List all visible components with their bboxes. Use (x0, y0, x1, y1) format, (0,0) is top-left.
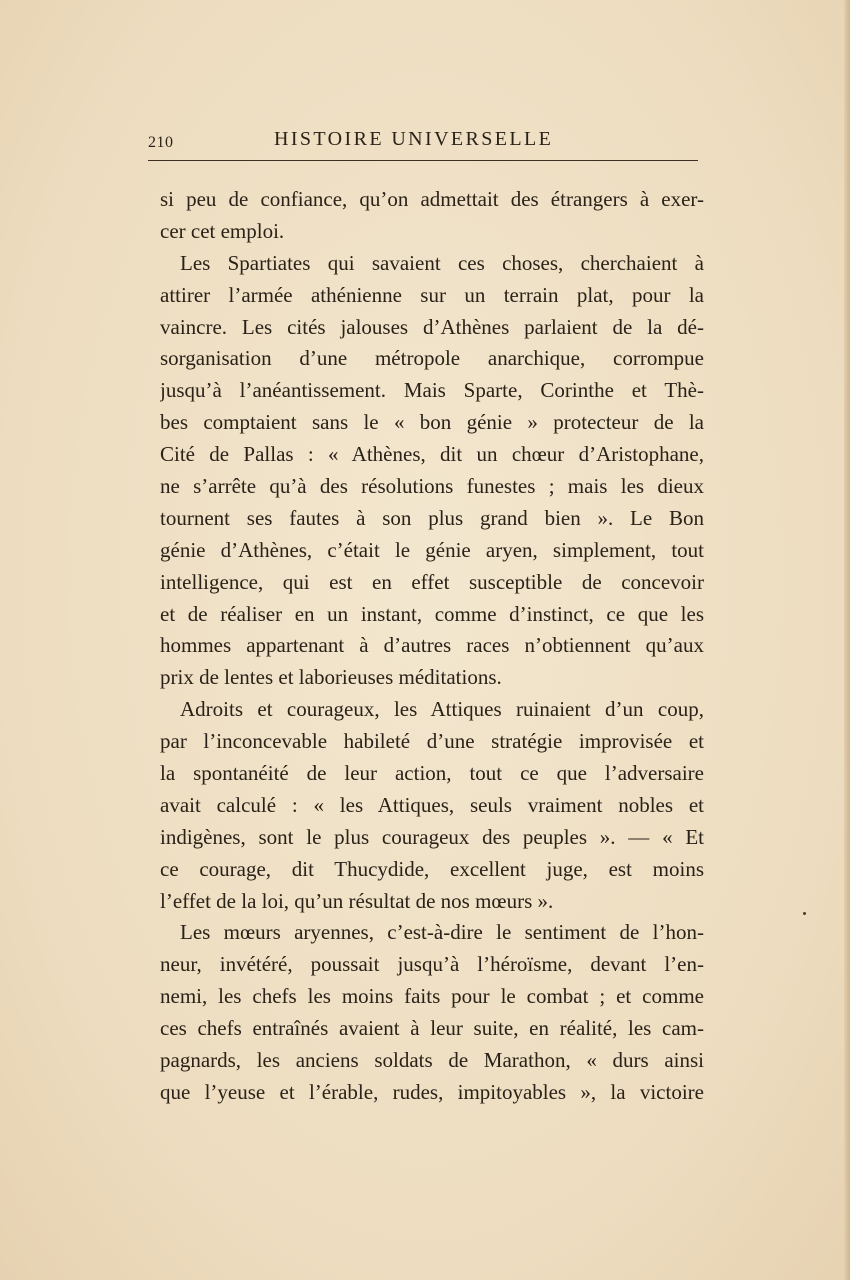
text-line: ces chefs entraînés avaient à leur suite, en réalité, les cam- (160, 1016, 704, 1041)
text-line: Adroits et courageux, les Attiques ruinaient d’un coup, (180, 697, 704, 722)
text-line: nemi, les chefs les moins faits pour le combat ; et comme (160, 984, 704, 1009)
text-line: avait calculé : « les Attiques, seuls vraiment nobles et (160, 792, 704, 817)
text-line: attirer l’armée athénienne sur un terrain plat, pour la (160, 282, 704, 307)
text-line: neur, invétéré, poussait jusqu’à l’héroïsme, devant l’en- (160, 952, 704, 977)
body-text (160, 184, 704, 1109)
page-edge-shadow (844, 0, 850, 1280)
text-line: indigènes, sont le plus courageux des peuples ». — « Et (160, 824, 704, 849)
running-title: HISTOIRE UNIVERSELLE (274, 128, 554, 150)
ink-speck (803, 912, 806, 915)
text-line: cer cet emploi. (160, 218, 285, 243)
text-line: intelligence, qui est en effet susceptible de concevoir (160, 569, 704, 594)
text-line: Les mœurs aryennes, c’est-à-dire le sentiment de l’hon- (180, 920, 704, 945)
text-line: si peu de confiance, qu’on admettait des étrangers à exer- (160, 187, 704, 211)
text-line: pagnards, les anciens soldats de Marathon, « durs ainsi (160, 1048, 704, 1073)
text-line: l’effet de la loi, qu’un résultat de nos mœurs ». (160, 888, 554, 913)
text-line: bes comptaient sans le « bon génie » protecteur de la (160, 410, 704, 435)
text-line: hommes appartenant à d’autres races n’obtiennent qu’aux (160, 633, 704, 658)
text-line: la spontanéité de leur action, tout ce que l’adversaire (160, 761, 704, 786)
text-line: prix de lentes et laborieuses méditations. (160, 665, 502, 690)
page-number: 210 (148, 134, 174, 151)
text-line: sorganisation d’une métropole anarchique, corrompue (160, 346, 704, 371)
text-line: jusqu’à l’anéantissement. Mais Sparte, Corinthe et Thè- (160, 378, 704, 403)
header-rule (148, 160, 698, 161)
page-header (148, 128, 700, 158)
text-line: ce courage, dit Thucydide, excellent juge, est moins (160, 856, 704, 881)
text-line: tournent ses fautes à son plus grand bien ». Le Bon (160, 505, 704, 530)
text-line: et de réaliser en un instant, comme d’instinct, ce que les (160, 601, 704, 626)
text-line: Cité de Pallas : « Athènes, dit un chœur d’Aristophane, (160, 442, 704, 467)
text-line: par l’inconcevable habileté d’une stratégie improvisée et (160, 729, 704, 754)
text-line: que l’yeuse et l’érable, rudes, impitoyables », la victoire (160, 1079, 704, 1104)
text-line: ne s’arrête qu’à des résolutions funestes ; mais les dieux (160, 474, 704, 499)
text-line: Les Spartiates qui savaient ces choses, cherchaient à (180, 250, 704, 275)
text-line: vaincre. Les cités jalouses d’Athènes parlaient de la dé- (160, 314, 704, 339)
text-line: génie d’Athènes, c’était le génie aryen, simplement, tout (160, 537, 704, 562)
